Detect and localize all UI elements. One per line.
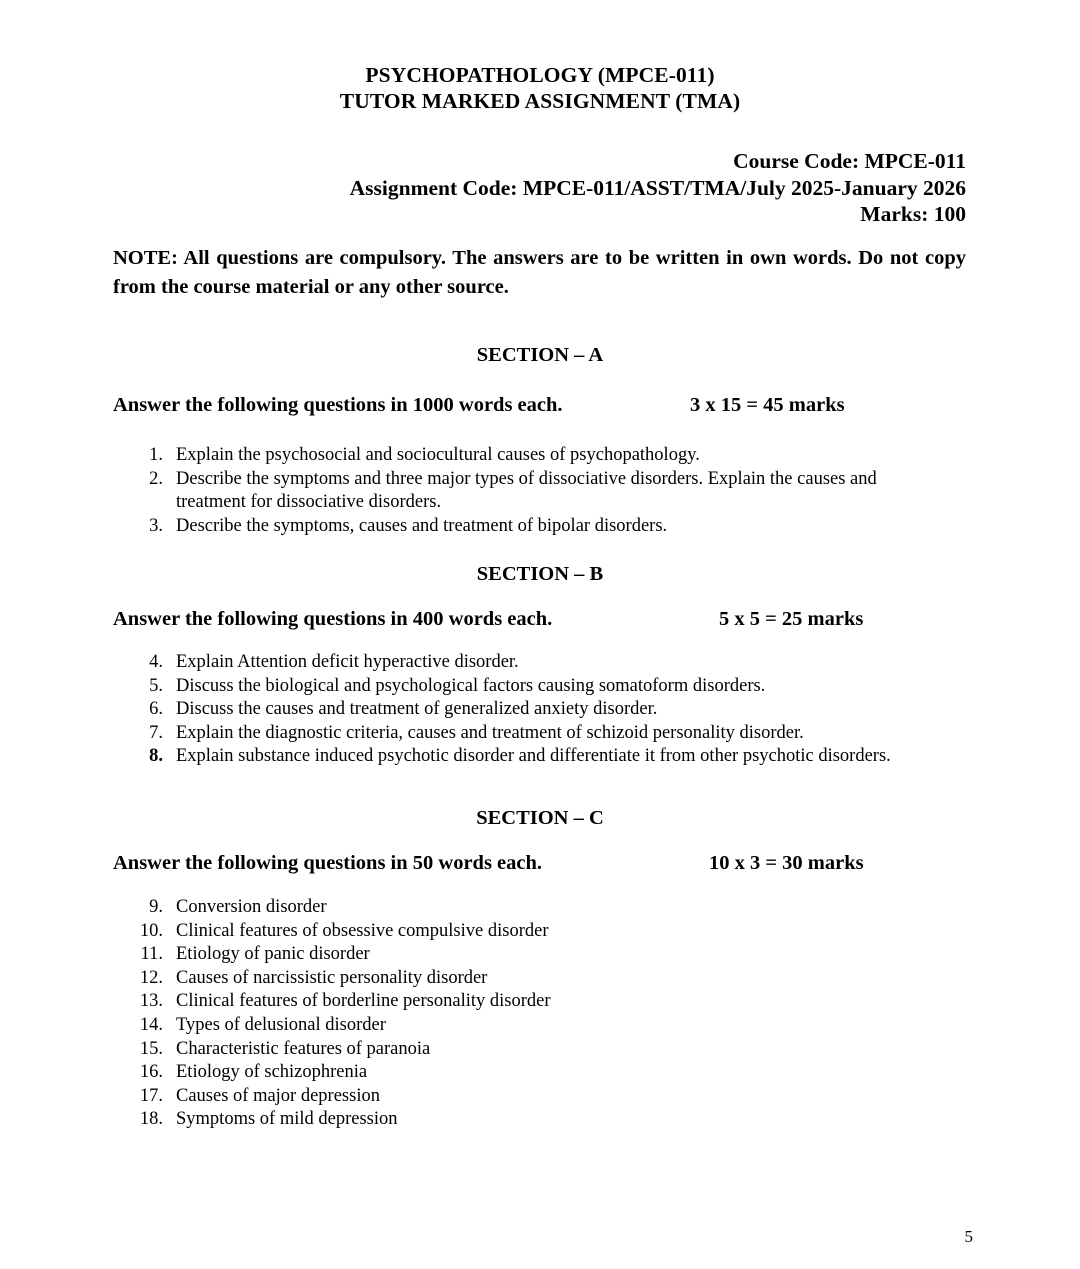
question-item xyxy=(0,1085,1080,1109)
question-number: 18. xyxy=(139,1109,163,1130)
instruction-label-a: Answer the following questions in 1000 words each. xyxy=(113,394,563,416)
question-text: Clinical features of borderline personality disorder xyxy=(176,991,551,1012)
question-text: Causes of narcissistic personality disorder xyxy=(176,967,488,988)
document-title-line-1: PSYCHOPATHOLOGY (MPCE-011) xyxy=(365,63,715,87)
document-title xyxy=(0,62,1080,114)
section-heading-c: SECTION – C xyxy=(476,807,604,829)
note-paragraph: NOTE: All questions are compulsory. The answers are to be written in own words. Do not copy from the course material or any other source. xyxy=(113,247,966,298)
question-text: Explain substance induced psychotic disorder and differentiate it from other psychotic disorders. xyxy=(176,746,891,767)
question-number: 5. xyxy=(149,675,163,696)
assignment-code: Assignment Code: MPCE-011/ASST/TMA/July 2025-January 2026 xyxy=(349,175,966,200)
question-item xyxy=(0,651,1080,675)
page-number: 5 xyxy=(964,1227,973,1246)
question-text: Etiology of schizophrenia xyxy=(176,1062,368,1083)
question-text: Explain the psychosocial and sociocultural causes of psychopathology. xyxy=(176,445,700,465)
question-number: 1. xyxy=(149,445,163,465)
question-text: Discuss the biological and psychological factors causing somatoform disorders. xyxy=(176,675,766,696)
question-item xyxy=(0,920,1080,944)
question-number: 3. xyxy=(149,515,163,536)
question-item xyxy=(0,1038,1080,1062)
question-number: 8. xyxy=(149,746,163,767)
instruction-row-c xyxy=(113,851,966,875)
question-number: 17. xyxy=(139,1085,163,1106)
question-item xyxy=(0,1014,1080,1038)
instruction-row-a xyxy=(113,393,966,417)
question-item xyxy=(0,444,1080,468)
question-number: 13. xyxy=(139,991,163,1012)
question-text: Describe the symptoms, causes and treatment of bipolar disorders. xyxy=(176,515,668,536)
section-heading-b: SECTION – B xyxy=(476,563,604,585)
instruction-marks-c: 10 x 3 = 30 marks xyxy=(709,852,864,874)
question-text: Causes of major depression xyxy=(176,1085,380,1106)
question-text: Clinical features of obsessive compulsive disorder xyxy=(176,920,549,941)
instruction-marks-b: 5 x 5 = 25 marks xyxy=(719,608,864,630)
question-item xyxy=(0,990,1080,1014)
question-number: 16. xyxy=(139,1062,163,1083)
course-code: Course Code: MPCE-011 xyxy=(733,149,966,173)
question-item xyxy=(0,1061,1080,1085)
question-number: 15. xyxy=(139,1038,163,1059)
question-number: 11. xyxy=(140,944,163,965)
question-number: 12. xyxy=(139,967,163,988)
question-text: Conversion disorder xyxy=(176,897,327,917)
course-info-block xyxy=(113,148,966,228)
document-title-line-2: TUTOR MARKED ASSIGNMENT (TMA) xyxy=(339,89,741,113)
question-number: 2. xyxy=(149,468,163,489)
question-text: Etiology of panic disorder xyxy=(176,944,370,965)
instruction-row-b xyxy=(113,607,966,631)
question-number: 7. xyxy=(149,722,163,743)
instruction-label-b: Answer the following questions in 400 words each. xyxy=(113,608,553,630)
question-item xyxy=(0,943,1080,967)
question-number: 9. xyxy=(149,897,163,917)
question-text: Characteristic features of paranoia xyxy=(176,1038,431,1059)
instruction-label-c: Answer the following questions in 50 words each. xyxy=(113,852,543,874)
question-number: 14. xyxy=(139,1014,163,1035)
question-text: Describe the symptoms and three major types of dissociative disorders. Explain the causes and treatment for dissociative disorders. xyxy=(176,468,877,513)
question-item xyxy=(0,1108,1080,1132)
question-text: Discuss the causes and treatment of generalized anxiety disorder. xyxy=(176,699,658,720)
question-item xyxy=(0,967,1080,991)
question-list-c xyxy=(0,896,1080,1132)
question-list-b xyxy=(0,651,1080,769)
total-marks: Marks: 100 xyxy=(860,202,966,226)
question-text: Types of delusional disorder xyxy=(176,1014,386,1035)
question-text: Explain Attention deficit hyperactive disorder. xyxy=(176,652,519,672)
instruction-marks-a: 3 x 15 = 45 marks xyxy=(690,394,845,416)
question-text: Symptoms of mild depression xyxy=(176,1109,398,1130)
section-heading-a: SECTION – A xyxy=(476,344,604,366)
question-item xyxy=(0,675,1080,699)
question-item xyxy=(0,468,1080,515)
question-number: 6. xyxy=(149,699,163,720)
question-text: Explain the diagnostic criteria, causes and treatment of schizoid personality disorder. xyxy=(176,722,804,743)
question-number: 10. xyxy=(139,920,163,941)
question-list-a xyxy=(0,444,1080,538)
question-item xyxy=(0,896,1080,920)
question-number: 4. xyxy=(149,652,163,672)
question-item xyxy=(0,698,1080,722)
question-item xyxy=(0,722,1080,746)
question-item xyxy=(0,515,1080,539)
question-item xyxy=(0,745,1080,769)
